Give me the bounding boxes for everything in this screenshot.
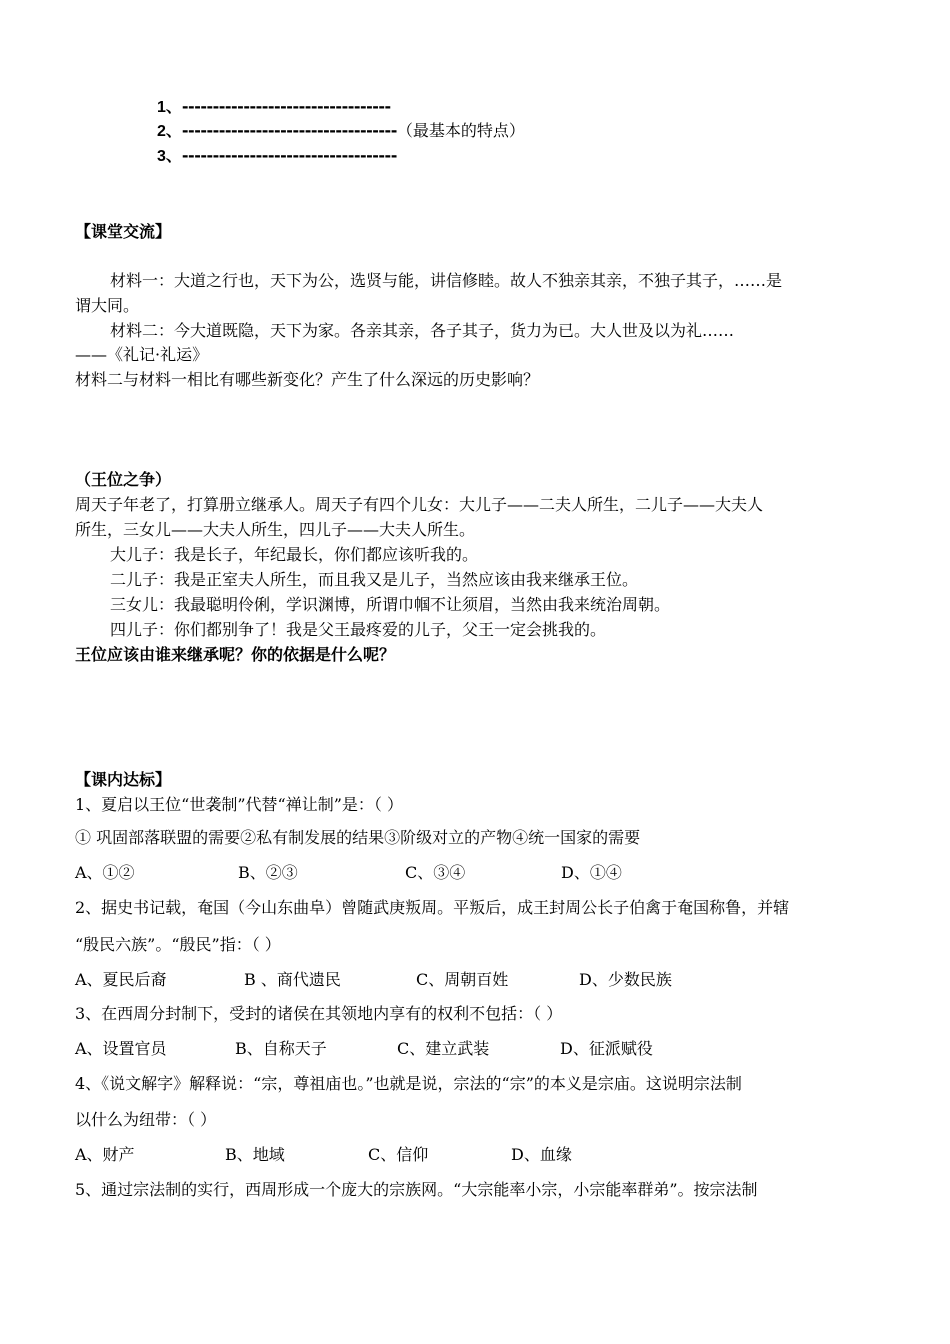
story-intro-line-1: 周天子年老了，打算册立继承人。周天子有四个儿女：大儿子——二夫人所生，二儿子——大夫人 [75,495,764,514]
option-d[interactable]: D、①④ [561,863,622,882]
option-c[interactable]: C、信仰 [368,1145,429,1164]
material-2-line-1: 材料二：今大道既隐，天下为家。各亲其亲，各子其子，货力为已。大人世及以为礼…… [110,321,735,340]
question-2-line-1: 2、据史书记载，奄国（今山东曲阜）曾随武庚叛周。平叛后，成王封周公长子伯禽于奄国称鲁，并辖 [75,898,790,917]
option-c[interactable]: C、周朝百姓 [416,970,509,989]
discussion-question: 材料二与材料一相比有哪些新变化？产生了什么深远的历史影响？ [75,370,540,389]
option-b[interactable]: B、地域 [225,1145,285,1164]
question-4-line-2: 以什么为纽带：（ ） [75,1110,217,1129]
question-4-line-1: 4、《说文解字》解释说：“宗，尊祖庙也。”也就是说，宗法的“宗”的本义是宗庙。这说明宗法制 [75,1074,742,1093]
material-source: ——《礼记·礼运》 [75,345,209,364]
outline-number: 1、 [157,99,182,116]
discussion-heading: 【课堂交流】 [75,222,172,241]
option-b[interactable]: B、②③ [238,863,298,882]
option-d[interactable]: D、血缘 [511,1145,572,1164]
material-1-line-2: 谓大同。 [75,296,140,315]
outline-number: 2、 [157,123,182,140]
outline-note: （最基本的特点） [396,121,525,140]
option-a[interactable]: A、①② [75,863,135,882]
story-intro-line-2: 所生，三女儿——大夫人所生，四儿子——大夫人所生。 [75,520,476,539]
outline-blank: ---------------------------------- [181,97,391,116]
outline-blank: ----------------------------------- [181,121,397,140]
outline-blank: ----------------------------------- [181,146,397,165]
outline-item-1 [157,97,391,118]
story-speech-4: 四儿子：你们都别争了！我是父王最疼爱的儿子，父王一定会挑我的。 [110,620,607,639]
outline-item-2 [157,121,525,142]
option-d[interactable]: D、少数民族 [579,970,672,989]
outline-number: 3、 [157,148,182,165]
option-a[interactable]: A、财产 [75,1145,135,1164]
option-c[interactable]: C、建立武装 [397,1039,490,1058]
story-question: 王位应该由谁来继承呢？你的依据是什么呢？ [75,645,396,664]
material-1-line-1: 材料一：大道之行也，天下为公，选贤与能，讲信修睦。故人不独亲其亲，不独子其子，……是 [110,271,783,290]
option-a[interactable]: A、夏民后裔 [75,970,167,989]
outline-item-3 [157,146,397,167]
exercises-heading: 【课内达标】 [75,770,172,789]
story-speech-1: 大儿子：我是长子，年纪最长，你们都应该听我的。 [110,545,479,564]
question-1-statements: ① 巩固部落联盟的需要②私有制发展的结果③阶级对立的产物④统一国家的需要 [75,828,641,847]
question-5-line-1: 5、通过宗法制的实行，西周形成一个庞大的宗族网。“大宗能率小宗，小宗能率群弟”。按宗法制 [75,1180,758,1199]
option-c[interactable]: C、③④ [405,863,466,882]
story-speech-3: 三女儿：我最聪明伶俐，学识渊博，所谓巾帼不让须眉，当然由我来统治周朝。 [110,595,671,614]
option-a[interactable]: A、设置官员 [75,1039,167,1058]
question-1: 1、夏启以王位“世袭制”代替“禅让制”是：（ ） [75,795,403,814]
story-heading: （王位之争） [75,470,172,489]
story-speech-2: 二儿子：我是正室夫人所生，而且我又是儿子，当然应该由我来继承王位。 [110,570,639,589]
question-3: 3、在西周分封制下，受封的诸侯在其领地内享有的权利不包括：（ ） [75,1004,563,1023]
question-2-line-2: “殷民六族”。“殷民”指：（ ） [75,935,281,954]
option-b[interactable]: B、自称天子 [235,1039,327,1058]
option-d[interactable]: D、征派赋役 [560,1039,653,1058]
option-b[interactable]: B 、商代遗民 [244,970,341,989]
